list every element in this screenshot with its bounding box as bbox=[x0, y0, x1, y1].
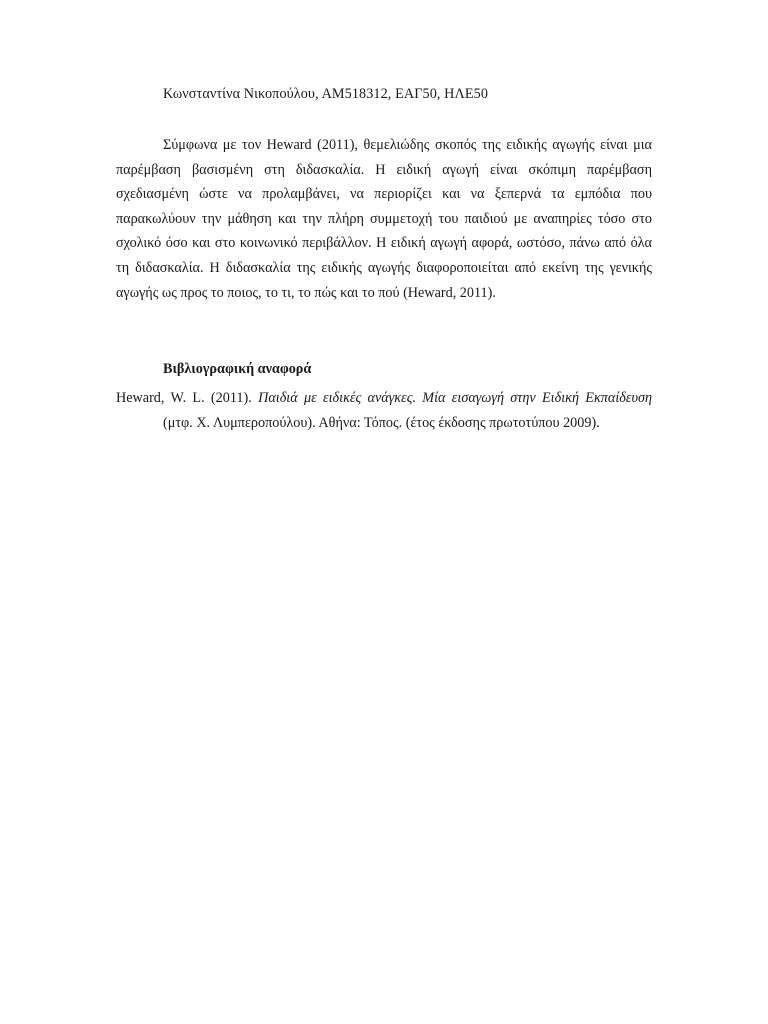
reference-heading: Βιβλιογραφική αναφορά bbox=[163, 361, 312, 377]
reference-authors-year: Heward, W. L. (2011). bbox=[116, 390, 259, 406]
reference-publication-details: (μτφ. Χ. Λυμπεροπούλου). Αθήνα: Τόπος. (έτος έκδοσης πρωτοτύπου 2009). bbox=[163, 414, 600, 431]
body-paragraph: Σύμφωνα με τον Heward (2011), θεμελιώδης σκοπός της ειδικής αγωγής είναι μια παρέμβαση βασισμένη στη διδασκαλία. Η ειδική αγωγή είναι σκόπιμη παρέμβαση σχεδιασμένη ώστε να προλαμβάνει, να περιορίζει και να ξεπερνά τα εμπόδια που παρακωλύουν την μάθηση και την πλήρη συμμετοχή του παιδιού με αναπηρίες τόσο στο σχολικό όσο και στο κοινωνικό περιβάλλον. Η ειδική αγωγή αφορά, ωστόσο, πάνω από όλα τη διδασκαλία. Η διδασκαλία της ειδικής αγωγής διαφοροποιείται από εκείνη της γενικής αγωγής ως προς το ποιος, το τι, το πώς και το πού (Heward, 2011). bbox=[116, 137, 652, 301]
author-header: Κωνσταντίνα Νικοπούλου, ΑΜ518312, ΕΑΓ50, ΗΛΕ50 bbox=[163, 86, 489, 102]
reference-title: Παιδιά με ειδικές ανάγκες. Μία εισαγωγή στην Ειδική Εκπαίδευση bbox=[258, 390, 653, 406]
reference-entry bbox=[116, 386, 652, 435]
